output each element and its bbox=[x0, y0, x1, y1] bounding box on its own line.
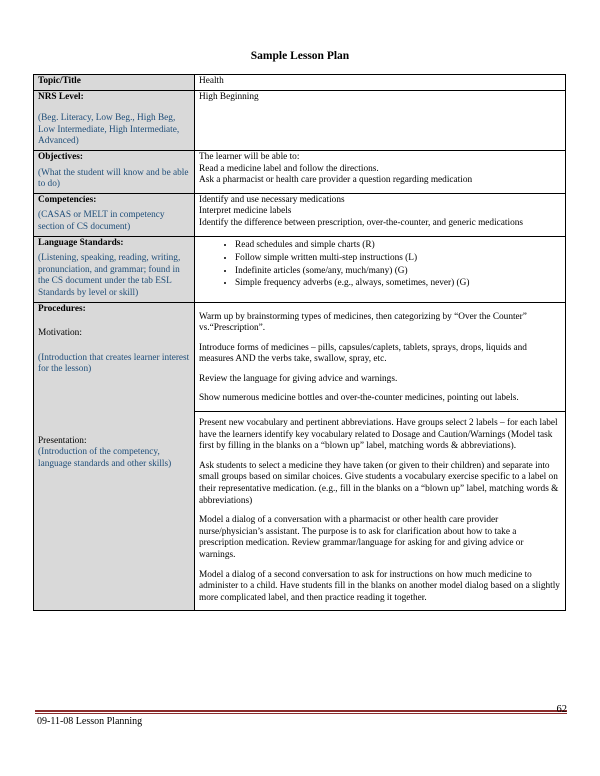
value-cell bbox=[195, 193, 566, 236]
row-procedures bbox=[34, 302, 566, 611]
motivation-para: Warm up by brainstorming types of medicines, then categorizing by “Over the Counter” vs.“Prescription”. bbox=[199, 311, 527, 334]
label-cell bbox=[34, 302, 195, 611]
row-objectives bbox=[34, 150, 566, 193]
standards-label: Language Standards: bbox=[38, 237, 124, 248]
page-footer bbox=[35, 703, 567, 733]
motivation-para: Introduce forms of medicines – pills, capsules/caplets, tablets, sprays, drops, liquids and measures AND the verbs take, swallow, spray, etc. bbox=[199, 342, 527, 365]
presentation-para: Ask students to select a medicine they have taken (or given to their children) and separate into small groups based on similar choices. Give students a vocabulary exercise specific to a label on their representative medication. (e.g., fill in the blanks on a “blown up” label, matching words & abbreviations) bbox=[199, 460, 559, 506]
standards-list bbox=[199, 240, 561, 291]
page-title: Sample Lesson Plan bbox=[250, 50, 350, 62]
competencies-label: Competencies: bbox=[38, 194, 97, 205]
standard-item: • Indefinite articles (some/any, much/many) (G) bbox=[235, 266, 561, 278]
motivation-para: Review the language for giving advice and warnings. bbox=[199, 373, 398, 384]
label-cell bbox=[34, 90, 195, 150]
row-topic bbox=[34, 75, 566, 91]
procedures-label: Procedures: bbox=[38, 303, 86, 314]
footer-rule-thin bbox=[35, 713, 567, 714]
nrs-label: NRS Level: bbox=[38, 91, 84, 102]
standard-item: • Read schedules and simple charts (R) bbox=[235, 240, 561, 252]
nrs-value: High Beginning bbox=[199, 91, 259, 102]
standard-item: • Simple frequency adverbs (e.g., always, sometimes, never) (G) bbox=[235, 278, 561, 290]
motivation-label: Motivation: bbox=[38, 328, 82, 339]
presentation-note: (Introduction of the competency, language standards and other skills) bbox=[38, 447, 172, 470]
presentation-block bbox=[195, 411, 565, 610]
standards-note: (Listening, speaking, reading, writing, pronunciation, and grammar; found in the CS document under the tab ESL Standards by level or skill) bbox=[38, 253, 181, 298]
label-cell bbox=[34, 236, 195, 302]
presentation-para: Model a dialog of a conversation with a pharmacist or other health care provider nurse/physician’s assistant. The purpose is to ask for clarification about how to take a prescription medication. Review grammar/language for asking for and giving advice or warnings. bbox=[199, 515, 524, 560]
value-cell bbox=[195, 150, 566, 193]
competency-line: Identify the difference between prescription, over-the-counter, and generic medications bbox=[199, 217, 524, 228]
value-cell bbox=[195, 90, 566, 150]
label-cell bbox=[34, 75, 195, 91]
value-cell bbox=[195, 236, 566, 302]
footer-date: 09-11-08 Lesson Planning bbox=[37, 716, 143, 727]
footer-rule bbox=[35, 710, 567, 712]
lesson-plan-table bbox=[33, 74, 566, 611]
competency-line: Interpret medicine labels bbox=[199, 206, 292, 217]
competencies-note: (CASAS or MELT in competency section of CS document) bbox=[38, 210, 165, 232]
competency-line: Identify and use necessary medications bbox=[199, 194, 345, 205]
objective-line: Read a medicine label and follow the directions. bbox=[199, 163, 379, 174]
label-cell bbox=[34, 193, 195, 236]
objective-line: The learner will be able to: bbox=[199, 151, 300, 162]
page-number: 62 bbox=[556, 704, 567, 715]
objective-line: Ask a pharmacist or health care provider a question regarding medication bbox=[199, 175, 473, 186]
motivation-block bbox=[195, 303, 565, 412]
nrs-note: (Beg. Literacy, Low Beg., High Beg, Low Intermediate, High Intermediate, Advanced) bbox=[38, 113, 180, 147]
row-language-standards bbox=[34, 236, 566, 302]
row-competencies bbox=[34, 193, 566, 236]
label-cell bbox=[34, 150, 195, 193]
presentation-para: Model a dialog of a second conversation to ask for instructions on how much medicine to administer to a child. Have students fill in the blanks on another model dialog based on a slightly more complicated label, and then practice reading it together. bbox=[199, 569, 560, 603]
motivation-note: (Introduction that creates learner interest for the lesson) bbox=[38, 352, 190, 375]
topic-label: Topic/Title bbox=[38, 76, 81, 86]
presentation-para: Present new vocabulary and pertinent abbreviations. Have groups select 2 labels – for each label have the learners identify key vocabulary related to Dosage and Caution/Warnings (Model task first by filling in the blanks on a “blown up” label, matching words & abbreviations). bbox=[199, 418, 558, 452]
objectives-note: (What the student will know and be able to do) bbox=[38, 167, 189, 190]
procedures-content-cell bbox=[195, 302, 566, 611]
objectives-label: Objectives: bbox=[38, 151, 83, 162]
value-cell bbox=[195, 75, 566, 91]
presentation-label: Presentation: bbox=[38, 435, 87, 446]
standard-item: • Follow simple written multi-step instructions (L) bbox=[235, 253, 561, 265]
motivation-para: Show numerous medicine bottles and over-the-counter medicines, pointing out labels. bbox=[199, 393, 519, 404]
row-nrs-level bbox=[34, 90, 566, 150]
topic-value: Health bbox=[199, 76, 224, 86]
